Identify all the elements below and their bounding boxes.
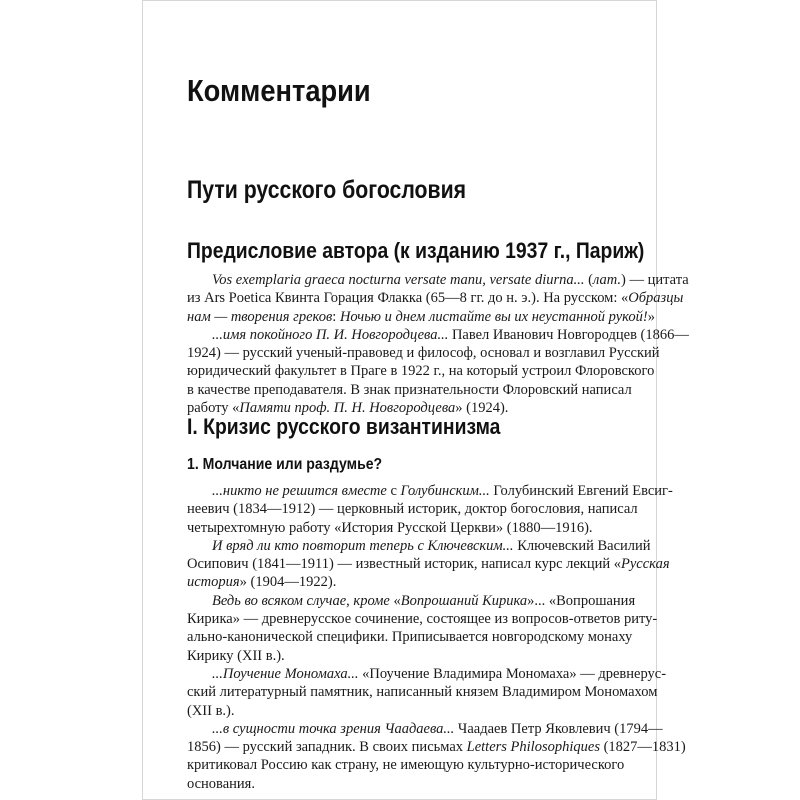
text-line: 1924) — русский ученый-правовед и философ, основал и возглавил Русский: [187, 345, 660, 362]
text-line: основания.: [187, 775, 255, 792]
text-line: ...никто не решится вместе с Голубинским... Голубинский Евгений Евсиг-: [212, 483, 673, 499]
text-line: из Ars Poetica Квинта Горация Флакка (65—8 гг. до н. э.). На русском: «Образцы: [187, 290, 684, 307]
text-line: Vos exemplaria graeca nocturna versate manu, versate diurna... (лат.) — цитата: [212, 272, 689, 288]
subsection-title: 1. Молчание или раздумье?: [187, 456, 383, 473]
text-line: Ведь во всяком случае, кроме «Вопрошаний Кирика»... «Вопрошания: [212, 592, 636, 609]
text-line: четырехтомную работу «История Русской Церкви» (1880—1916).: [187, 519, 593, 536]
text-line: критиковал Россию как страну, не имеющую культурно-исторического: [187, 757, 625, 774]
text-line: нам — творения греков: Ночью и днем листайте вы их неустанной рукой!»: [187, 308, 655, 325]
text-line: (XII в.).: [187, 702, 235, 719]
text-line: юридический факультет в Праге в 1922 г., на который устроил Флоровского: [187, 363, 655, 380]
text-line: ...в сущности точка зрения Чаадаева... Чаадаев Петр Яковлевич (1794—: [212, 720, 663, 737]
text-line: 1856) — русский западник. В своих письмах Letters Philosophiques (1827—1831): [187, 739, 686, 756]
text-line: ...Поучение Мономаха... «Поучение Владимира Мономаха» — древнерус-: [212, 665, 667, 682]
text-line: в качестве преподавателя. В знак признательности Флоровский написал: [187, 381, 632, 398]
chapter-title: I. Кризис русского византинизма: [187, 414, 501, 439]
text-line: история» (1904—1922).: [187, 574, 337, 591]
preface-title: Предисловие автора (к изданию 1937 г., Париж): [187, 238, 645, 263]
text-line: работу «Памяти проф. П. Н. Новгородцева» (1924).: [187, 400, 509, 417]
text-line: ...имя покойного П. И. Новгородцева... Павел Иванович Новгородцев (1866—: [212, 326, 689, 343]
text-line: Кирика» — древнерусское сочинение, состоящее из вопросов-ответов риту-: [187, 611, 658, 628]
text-line: ально-канонической специфики. Приписывается новгородскому монаху: [187, 629, 633, 646]
text-line: неевич (1834—1912) — церковный историк, доктор богословия, написал: [187, 501, 638, 518]
section-title: Пути русского богословия: [187, 176, 467, 204]
text-line: Кирику (XII в.).: [187, 647, 285, 664]
preface-text: [187, 271, 689, 417]
chapter-text: [187, 482, 686, 793]
page-title: Комментарии: [187, 73, 371, 108]
text-line: Осипович (1841—1911) — известный историк, написал курс лекций «Русская: [187, 556, 670, 573]
text-line: ский литературный памятник, написанный князем Владимиром Мономахом: [187, 684, 658, 701]
text-line: И вряд ли кто повторит теперь с Ключевским... Ключевский Василий: [212, 537, 651, 554]
